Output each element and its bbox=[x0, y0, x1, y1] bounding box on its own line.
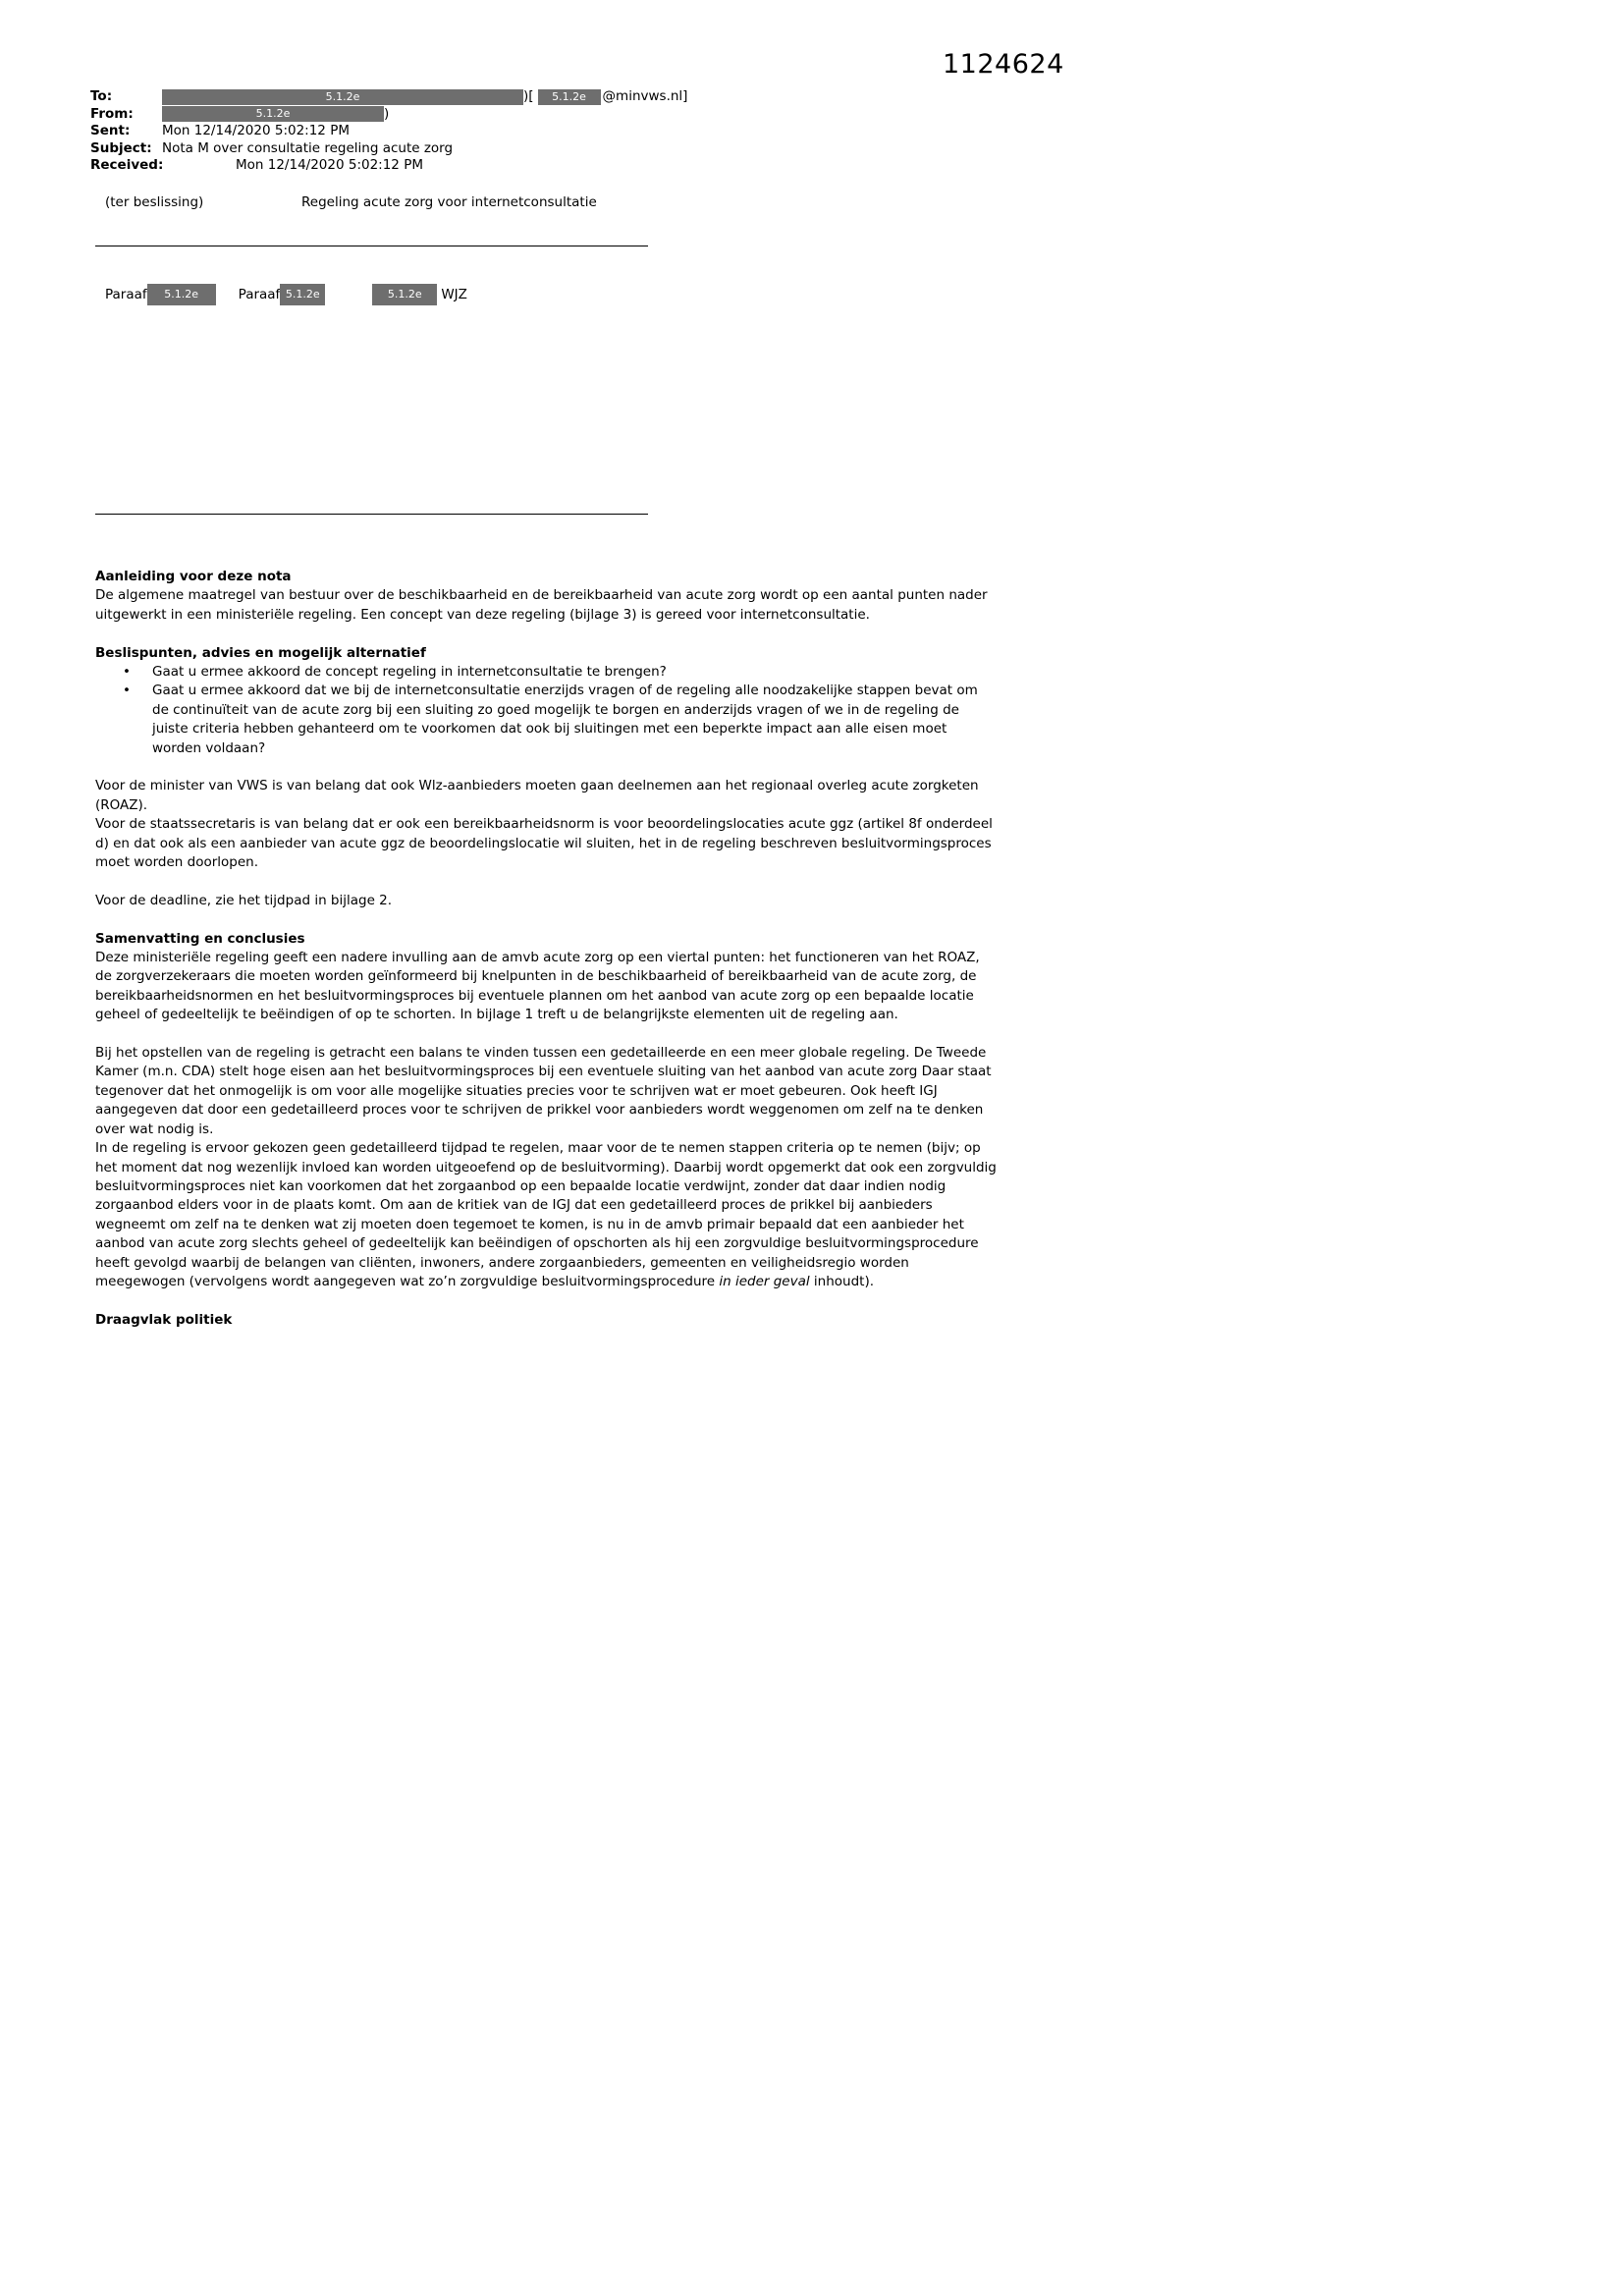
subject-label: Subject: bbox=[90, 139, 152, 156]
redaction-box: 5.1.2e bbox=[280, 284, 325, 305]
wjz-label: WJZ bbox=[441, 287, 467, 302]
to-label: To: bbox=[90, 88, 113, 104]
section-heading-draagvlak: Draagvlak politiek bbox=[95, 1311, 233, 1328]
from-bracket-text: ) bbox=[384, 105, 390, 122]
document-number: 1124624 bbox=[943, 49, 1064, 80]
section-heading-samenvatting: Samenvatting en conclusies bbox=[95, 930, 305, 947]
paragraph: Deze ministeriële regeling geeft een nadere invulling aan de amvb acute zorg op een viertal punten: het functioneren van het ROAZ, de zorgverzekeraars die moeten worden geïnformeerd bij knelpunten in de beschikbaarheid of bereikbaarheid van de acute zorg, de bereikbaarheidsnormen en het besluitvormingsproces bij eventuele plannen om het aanbod van acute zorg op een bepaalde locatie geheel of gedeeltelijk te beëindigen of op te schorten. In bijlage 1 treft u de belangrijkste elementen uit de regeling aan. bbox=[95, 950, 980, 1023]
paragraph: Voor de minister van VWS is van belang dat ook Wlz-aanbieders moeten gaan deelnemen aan het regionaal overleg acute zorgketen (ROAZ). bbox=[95, 778, 979, 813]
bullet-item bbox=[95, 682, 997, 758]
paragraph: Bij het opstellen van de regeling is getracht een balans te vinden tussen een gedetailleerde en een meer globale regeling. De Tweede Kamer (m.n. CDA) stelt hoge eisen aan het besluitvormingsproces bij een eventuele sluiting van het aanbod van acute zorg Daar staat tegenover dat het onmogelijk is om voor alle mogelijke situaties precies voor te schrijven wat er moet gebeuren. Ook heeft IGJ aangegeven dat door een gedetailleerd proces voor te schrijven de prikkel voor aanbieders wordt weggenomen om zelf na te denken over wat nodig is. bbox=[95, 1045, 992, 1137]
section-beslispunten bbox=[95, 644, 997, 758]
meta-row bbox=[105, 194, 597, 210]
paraaf-row bbox=[105, 284, 467, 305]
section-samenvatting bbox=[95, 930, 997, 1025]
header-row-received bbox=[90, 157, 876, 175]
paragraph-group-regeling bbox=[95, 1044, 997, 1291]
nota-body bbox=[95, 568, 997, 1330]
to-bracket-text: )[ bbox=[523, 88, 534, 104]
paragraph: Voor de staatssecretaris is van belang dat er ook een bereikbaarheidsnorm is voor beoordelingslocaties acute ggz (artikel 8f onderdeel d) en dat ook als een aanbieder van acute ggz de beoordelingslocatie wil sluiten, het in de regeling beschreven besluitvormingsproces moet worden doorlopen. bbox=[95, 816, 993, 871]
paragraph: Voor de deadline, zie het tijdpad in bijlage 2. bbox=[95, 892, 393, 908]
nota-title: Regeling acute zorg voor internetconsultatie bbox=[301, 194, 597, 210]
header-row-subject bbox=[90, 140, 876, 158]
paragraph-text: inhoudt). bbox=[809, 1273, 875, 1289]
redaction-box: 5.1.2e bbox=[372, 284, 437, 305]
sent-label: Sent: bbox=[90, 123, 131, 138]
header-row-sent bbox=[90, 123, 876, 140]
paragraph bbox=[95, 1139, 997, 1291]
header-row-to bbox=[90, 88, 876, 106]
separator-line-bottom bbox=[95, 514, 648, 515]
bullet-icon: • bbox=[123, 683, 131, 699]
bullet-text: Gaat u ermee akkoord de concept regeling in internetconsultatie te brengen? bbox=[152, 664, 667, 681]
paragraph-text: In de regeling is ervoor gekozen geen gedetailleerd tijdpad te regelen, maar voor de te nemen stappen criteria op te nemen (bijv; op het moment dat nog wezenlijk invloed kan worden uitgeoefend op de besluitvorming). Daarbij wordt opgemerkt dat ook een zorgvuldig besluitvormingsproces niet kan voorkomen dat het zorgaanbod op een bepaalde locatie verdwijnt, zonder dat daar indien nodig zorgaanbod elders voor in de plaats komt. Om aan de kritiek van de IGJ dat een gedetailleerd proces de prikkel bij aanbieders wegneemt om zelf na te denken wat zij moeten doen tegemoet te komen, is nu in de amvb primair bepaald dat een aanbieder het aanbod van acute zorg slechts geheel of gedeeltelijk kan beëindigen of opschorten als hij een zorgvuldige besluitvormingsprocedure heeft gevolgd waarbij de belangen van cliënten, inwoners, andere zorgaanbieders, gemeenten en veiligheidsregio worden meegewogen (vervolgens wordt aangegeven wat zo’n zorgvuldige besluitvormingsprocedure bbox=[95, 1140, 997, 1289]
bullet-text: Gaat u ermee akkoord dat we bij de internetconsultatie enerzijds vragen of de regeling alle noodzakelijke stappen bevat om de continuïteit van de acute zorg bij een sluiting zo goed mogelijk te borgen en anderzijds vragen of we in de regeling de juiste criteria hebben gehanteerd om te voorkomen dat ook bij sluitingen met een beperkte impact aan alle eisen moet worden voldaan? bbox=[152, 683, 978, 756]
redaction-box: 5.1.2e bbox=[162, 106, 384, 122]
from-label: From: bbox=[90, 105, 134, 122]
bullet-item bbox=[95, 663, 997, 682]
redaction-box: 5.1.2e bbox=[538, 89, 601, 105]
paragraph-italic-text: in ieder geval bbox=[719, 1273, 810, 1289]
bullet-icon: • bbox=[123, 664, 131, 681]
paraaf-label-1: Paraaf bbox=[105, 287, 147, 302]
paraaf-label-2: Paraaf bbox=[238, 287, 281, 302]
section-heading-beslispunten: Beslispunten, advies en mogelijk alternatief bbox=[95, 644, 426, 661]
section-heading-aanleiding: Aanleiding voor deze nota bbox=[95, 569, 292, 584]
to-value bbox=[162, 88, 687, 106]
received-label: Received: bbox=[90, 157, 164, 173]
paragraph: De algemene maatregel van bestuur over de beschikbaarheid en de bereikbaarheid van acute zorg wordt op een aantal punten nader uitgewerkt in een ministeriële regeling. Een concept van deze regeling (bijlage 3) is gereed voor internetconsultatie. bbox=[95, 587, 988, 623]
received-value: Mon 12/14/2020 5:02:12 PM bbox=[236, 157, 423, 173]
from-value bbox=[162, 106, 389, 124]
to-domain-text: @minvws.nl] bbox=[602, 88, 688, 104]
ter-beslissing-label: (ter beslissing) bbox=[105, 194, 204, 210]
subject-value: Nota M over consultatie regeling acute zorg bbox=[162, 139, 454, 156]
paragraph-group-belang bbox=[95, 777, 997, 872]
redaction-box: 5.1.2e bbox=[162, 89, 523, 105]
redaction-box: 5.1.2e bbox=[147, 284, 216, 305]
paragraph-deadline bbox=[95, 892, 997, 910]
email-header bbox=[90, 88, 876, 175]
header-row-from bbox=[90, 106, 876, 124]
section-aanleiding bbox=[95, 568, 997, 625]
sent-value: Mon 12/14/2020 5:02:12 PM bbox=[162, 123, 350, 138]
